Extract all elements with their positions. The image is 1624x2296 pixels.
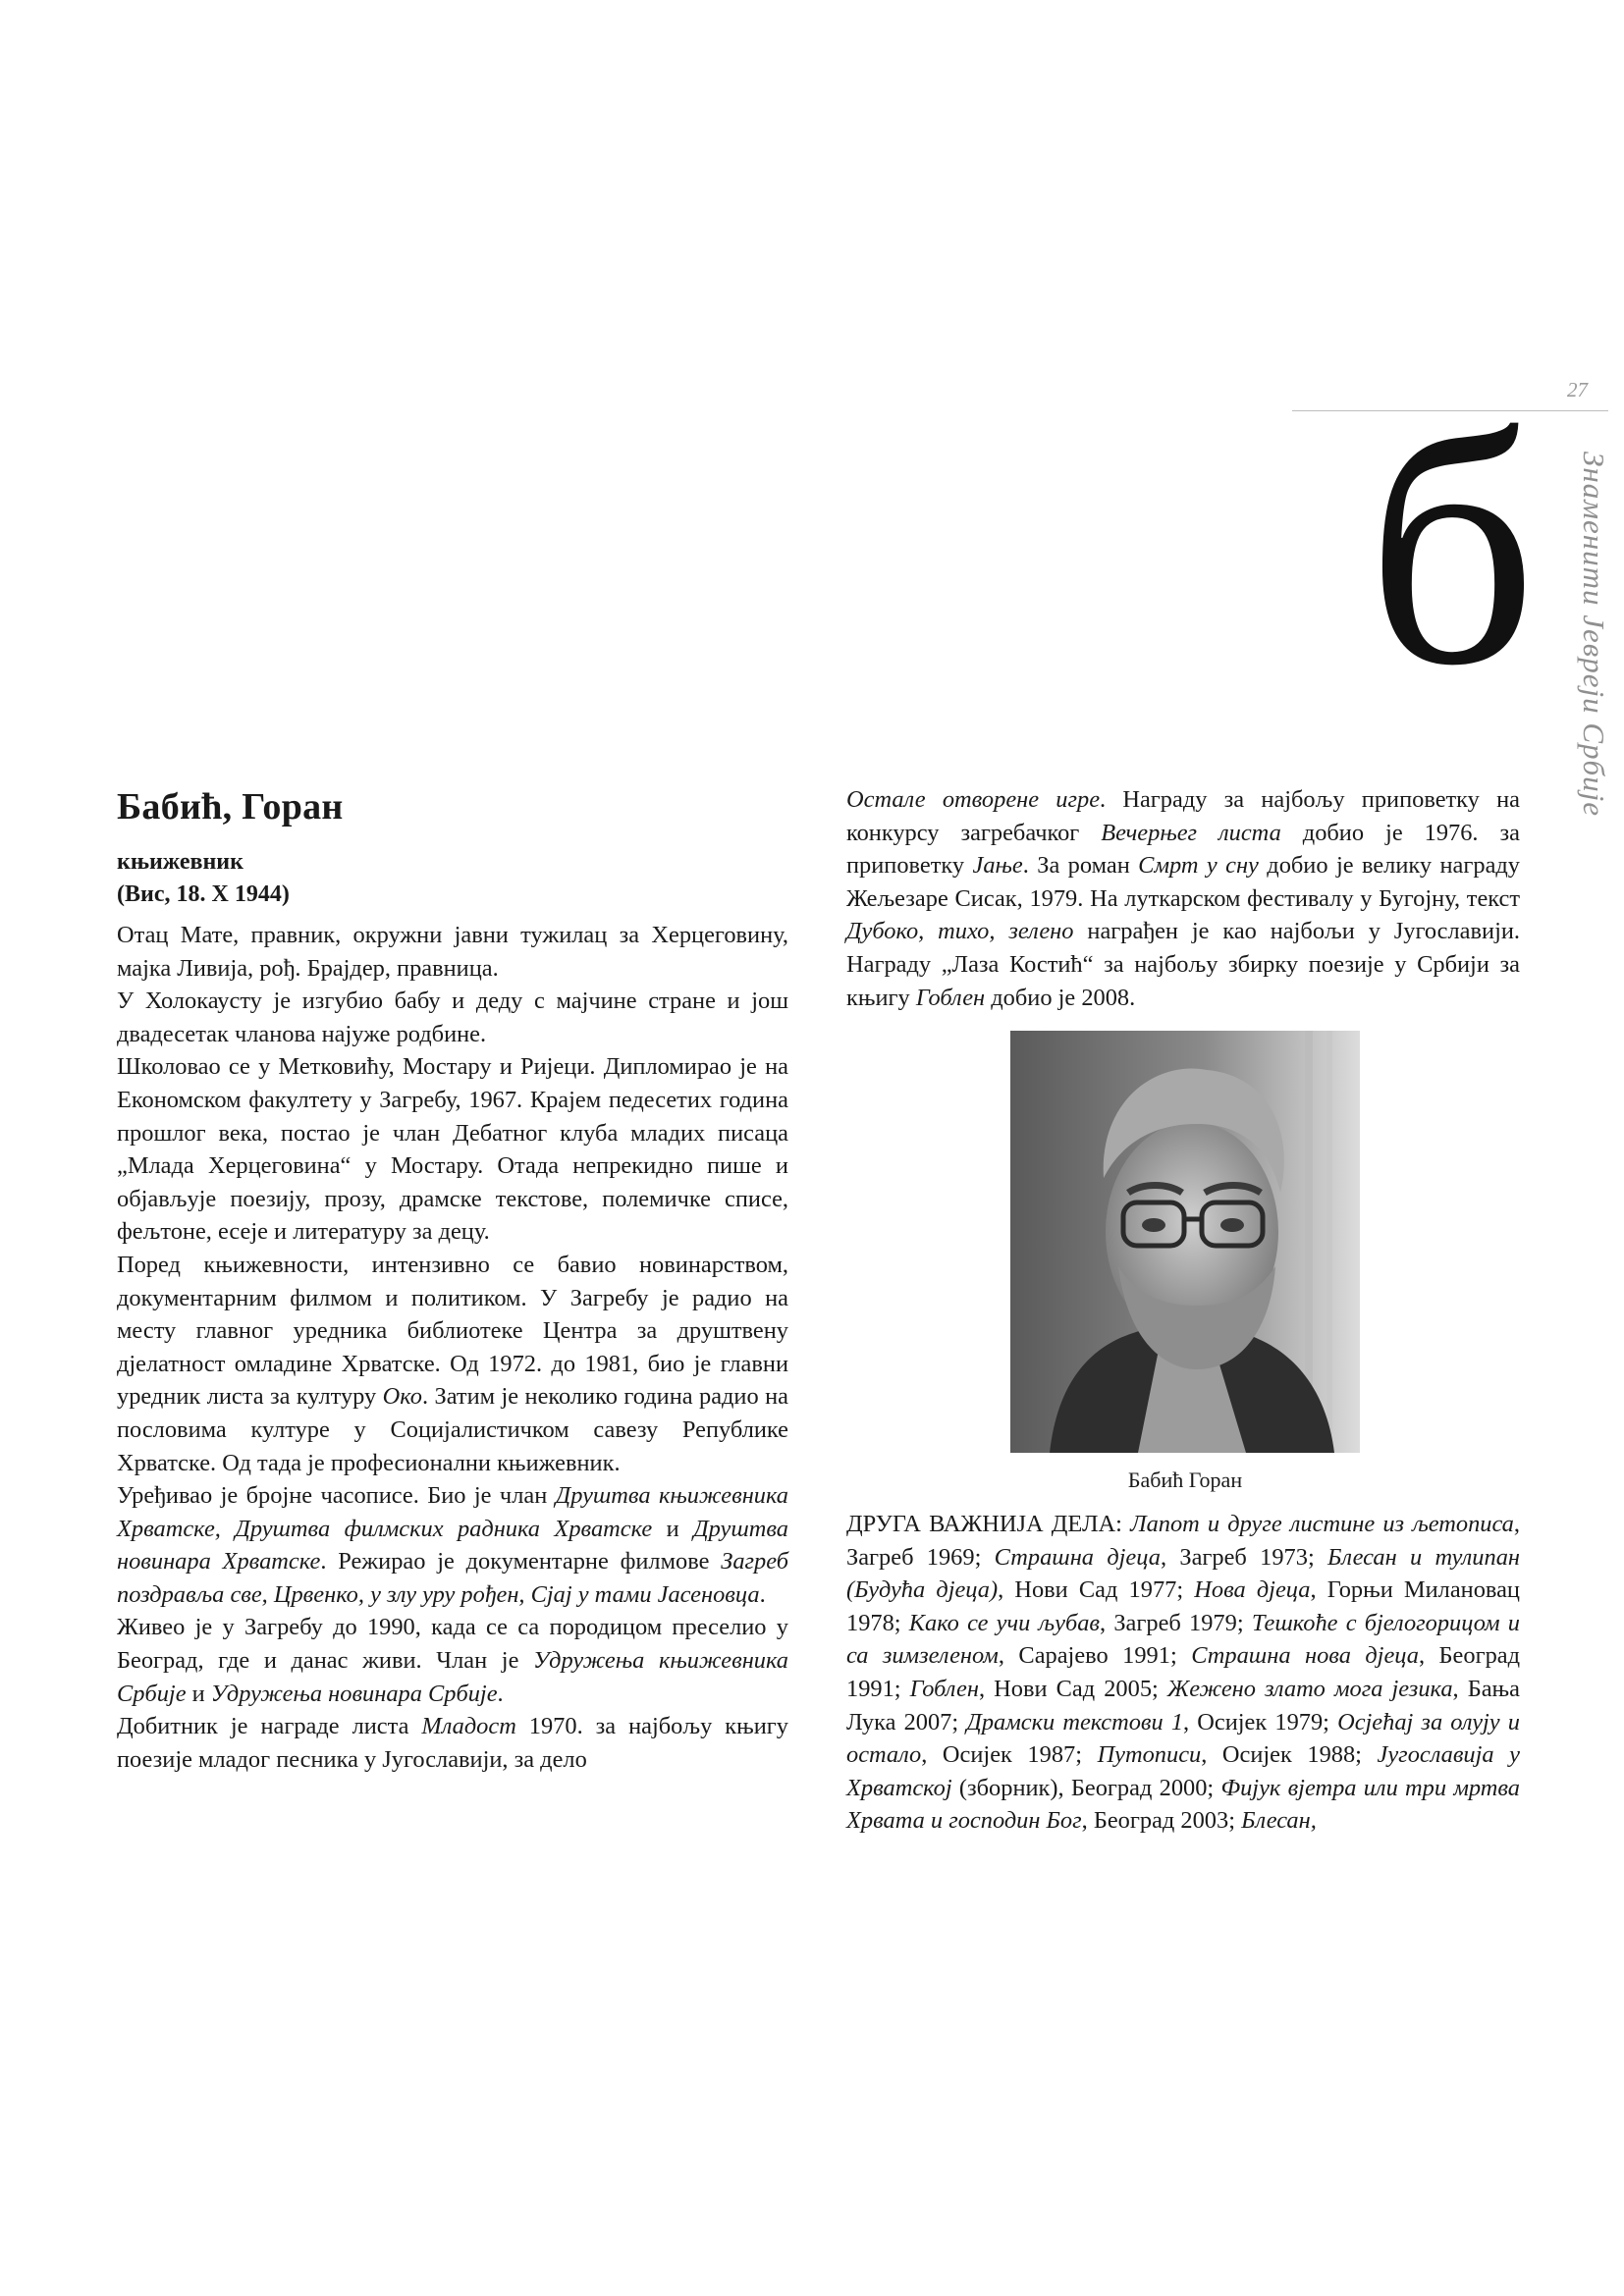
text-run: Живео је у Загребу до 1990, када се са породицом преселио у Београд, где и данас живи. Члан је bbox=[117, 1614, 788, 1675]
italic-text: Друштва новинара Хрватске bbox=[117, 1515, 788, 1575]
text-run: , Београд 1991; bbox=[846, 1642, 1521, 1702]
text-run: , Осијек 1988; bbox=[1201, 1741, 1378, 1769]
text-run: ДРУГА ВАЖНИЈА ДЕЛА: bbox=[846, 1511, 1131, 1537]
paragraph bbox=[117, 1710, 788, 1776]
text-run: . bbox=[497, 1680, 504, 1707]
italic-text: Страшна нова дјеца bbox=[1191, 1642, 1419, 1670]
paragraph bbox=[846, 783, 1520, 1014]
other-works-paragraph bbox=[846, 1508, 1520, 1838]
text-run: , Бања Лука 2007; bbox=[846, 1675, 1520, 1735]
italic-text: Блесан и тулипан (Будућа дјеца) bbox=[846, 1543, 1520, 1604]
text-run: , Загреб 1969; bbox=[846, 1511, 1520, 1571]
italic-text: Младост bbox=[421, 1713, 516, 1740]
text-run: и bbox=[652, 1515, 694, 1542]
italic-text: Удружења новинара Србије bbox=[210, 1680, 498, 1707]
text-run: , Горњи Милановац 1978; bbox=[846, 1576, 1520, 1636]
text-run: . Затим је неколико година радио на пословима културе у Социјалистичком савезу Републике Хрватске. Од тада је професионални књижевник. bbox=[117, 1383, 788, 1476]
text-run: и bbox=[186, 1680, 211, 1707]
italic-text: Гоблен bbox=[909, 1675, 979, 1702]
italic-text: Како се учи љубав bbox=[908, 1609, 1100, 1636]
text-run: . За роман bbox=[1022, 852, 1139, 880]
text-run: , Осијек 1979; bbox=[1183, 1708, 1338, 1735]
text-run: . bbox=[759, 1580, 766, 1608]
text-run: награђен је као најбољи у Југославији. Награду „Лаза Костић“ за најбољу збирку поезије у Србији за књигу bbox=[846, 918, 1520, 1011]
text-run: Добитник је награде листа bbox=[117, 1713, 422, 1740]
italic-text: Жежено злато мога језика bbox=[1166, 1675, 1453, 1702]
text-run: Уређивао је бројне часописе. Био је члан bbox=[117, 1482, 556, 1510]
text-run: , Нови Сад 2005; bbox=[978, 1675, 1167, 1702]
entry-name: Бабић, Горан bbox=[117, 786, 344, 828]
italic-text: Гоблен bbox=[915, 984, 986, 1011]
text-run: . Режирао је документарне филмове bbox=[320, 1548, 722, 1575]
section-letter: б bbox=[1367, 364, 1537, 734]
paragraph bbox=[117, 1050, 788, 1249]
italic-text: Нова дјеца bbox=[1194, 1576, 1311, 1604]
photo-caption: Бабић Горан bbox=[1127, 1468, 1243, 1492]
portrait-image bbox=[1010, 1031, 1360, 1453]
left-text-column bbox=[117, 919, 788, 1776]
italic-text: Лапот и друге листине из љетописа bbox=[1130, 1511, 1514, 1537]
text-run: , Загреб 1973; bbox=[1160, 1543, 1328, 1571]
italic-text: Смрт у сну bbox=[1138, 852, 1259, 880]
text-run: добио је велику награду Жељезаре Сисак, 1979. На луткарском фестивалу у Бугојну, текст bbox=[846, 852, 1520, 912]
paragraph bbox=[117, 1611, 788, 1710]
entry-profession-block bbox=[117, 846, 290, 911]
italic-text: Осјећај за олују и остало bbox=[846, 1708, 1520, 1769]
text-run: , Загреб 1979; bbox=[1100, 1609, 1252, 1636]
text-run: Поред књижевности, интензивно се бавио новинарством, документарним филмом и политиком. У Загребу је радио на месту главног уредника библиотеке Центра за друштвену дјелатност омладине Хрватске. Од 1972. до 1981, био је главни уредник листа за културу bbox=[117, 1251, 788, 1411]
italic-text: Вечерњег листа bbox=[1101, 819, 1281, 846]
text-run: добио је 1976. за приповетку bbox=[846, 819, 1520, 880]
entry-profession: књижевник bbox=[117, 849, 244, 875]
series-side-title: Знаменити Јевреји Србије bbox=[1577, 452, 1611, 818]
page-number: 27 bbox=[1567, 378, 1588, 401]
text-run: (зборник), Београд 2000; bbox=[951, 1774, 1221, 1801]
text-run: Отац Мате, правник, окружни јавни тужилац за Херцеговину, мајка Ливија, рођ. Брајдер, правница. bbox=[117, 922, 788, 982]
italic-text: Југославија у Хрватској bbox=[846, 1741, 1520, 1801]
italic-text: Јање bbox=[972, 852, 1023, 880]
italic-text: Тешкоће с бјелогорицом и са зимзеленом bbox=[846, 1609, 1520, 1670]
text-run: , Нови Сад 1977; bbox=[998, 1576, 1195, 1604]
text-run: добио је 2008. bbox=[985, 984, 1136, 1011]
text-run: , Београд 2003; bbox=[1081, 1807, 1242, 1835]
text-run: Школовао се у Метковићу, Мостару и Ријеци. Дипломирао је на Економском факултету у Загребу, 1967. Крајем педесетих година прошлог века, постао је члан Дебатног клуба младих писаца „Млада Херцеговина“ у Мостару. Отада непрекидно пише и објављује поезију, прозу, драмске текстове, полемичке списе, фељтоне, есеје и литературу за децу. bbox=[117, 1053, 788, 1246]
italic-text: Остале отворене игре bbox=[846, 786, 1101, 813]
italic-text: Око bbox=[382, 1383, 422, 1411]
paragraph bbox=[117, 919, 788, 985]
italic-text: Драмски текстови 1 bbox=[966, 1708, 1184, 1735]
italic-text: Блесан, bbox=[1241, 1807, 1317, 1835]
text-run: , Осијек 1987; bbox=[921, 1741, 1098, 1769]
italic-text: Путописи bbox=[1097, 1741, 1202, 1769]
italic-text: Удружења књижевника Србије bbox=[117, 1647, 788, 1707]
entry-birth: (Вис, 18. X 1944) bbox=[117, 881, 290, 907]
text-run: 1970. за најбољу књигу поезије младог песника у Југославији, за дело bbox=[117, 1713, 788, 1773]
italic-text: Страшна дјеца bbox=[994, 1543, 1161, 1571]
text-run: , Сарајево 1991; bbox=[998, 1642, 1192, 1670]
italic-text: Фијук вјетра или три мртва Хрвата и господин Бог bbox=[846, 1774, 1520, 1835]
paragraph bbox=[117, 1479, 788, 1611]
italic-text: Загреб поздравља све, Црвенко, у злу уру рођен, Сјај у тами Јасеновца bbox=[117, 1548, 789, 1608]
text-run: . Награду за најбољу приповетку на конкурсу загребачког bbox=[846, 786, 1520, 846]
italic-text: Друштва књижевника Хрватске, Друштва филмских радника Хрватске bbox=[117, 1482, 788, 1542]
paragraph bbox=[117, 985, 788, 1050]
paragraph bbox=[117, 1249, 788, 1479]
text-run: У Холокаусту је изгубио бабу и деду с мајчине стране и још двадесетак чланова најуже родбине. bbox=[117, 988, 788, 1047]
italic-text: Дубоко, тихо, зелено bbox=[846, 918, 1074, 945]
portrait-photo bbox=[1010, 1031, 1360, 1453]
